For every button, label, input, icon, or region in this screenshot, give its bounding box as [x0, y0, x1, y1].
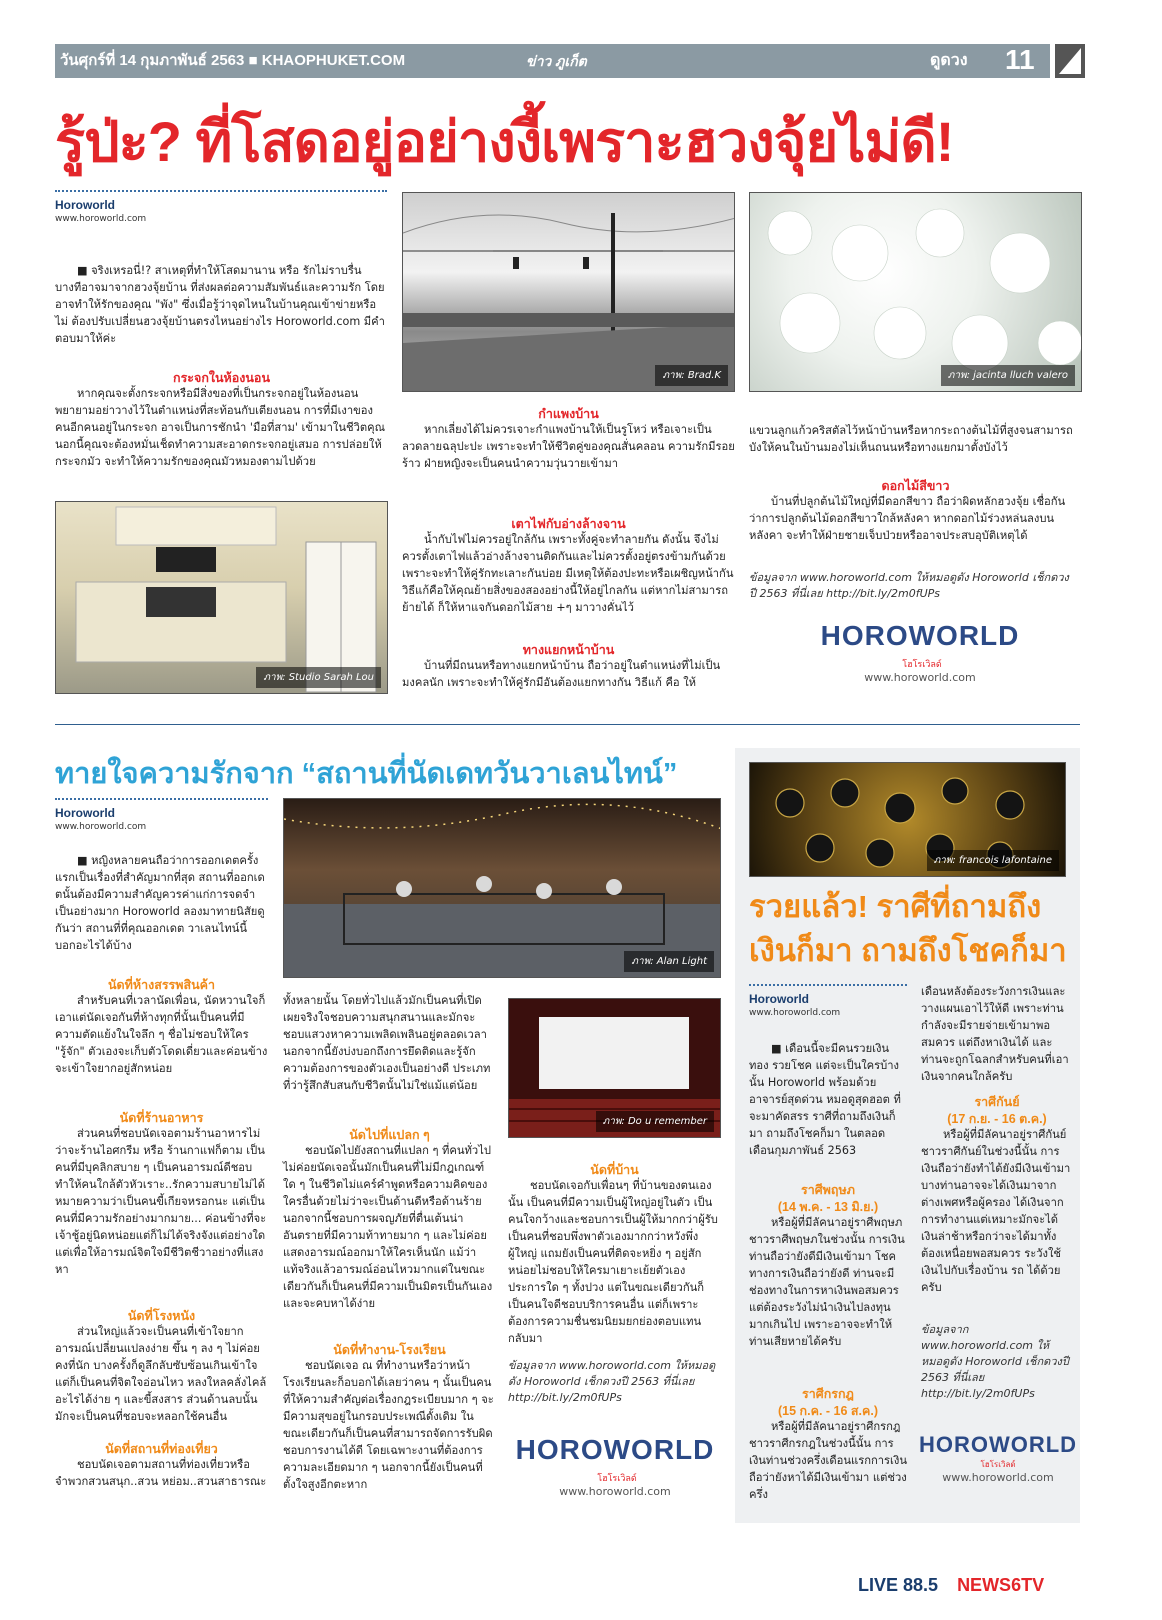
- photo-caption: ภาพ: Brad.K: [655, 365, 728, 386]
- footer-logo-news6tv: NEWS6TV: [957, 1575, 1045, 1595]
- article1-headline: รู้ป่ะ? ที่โสดอยู่อย่างงี้เพราะฮวงจุ้ยไม่ดี!: [55, 110, 954, 173]
- article3-taurus-range: (14 พ.ค. - 13 มิ.ย.): [777, 1200, 879, 1214]
- article1-mirror-body: หากคุณจะตั้งกระจกหรือมีสิ่งของที่เป็นกระจกอยู่ในห้องนอน พยายามอย่าวางไว้ในตำแหน่งที่สะท้อนกับเตียงนอน การที่มีเงาของคนอีกคนอยู่ในกระจก อาจเป็นการชักนำ 'มือที่สาม' เข้ามาในชีวิตคุณ นอกนี้คุณจะต้องหมั่นเช็ดทำความสะอาดกระจกอยู่เสมอ การปล่อยให้กระจกมัว จะทำให้ความรักของคุณมัวหมองตามไปด้วย: [55, 387, 386, 468]
- footer-logo-live: LIVE 88.5: [858, 1575, 939, 1595]
- article2-work-body: ชอบนัดเจอ ณ ที่ทำงานหรือว่าหน้าโรงเรียนละก็อบอกได้เลยว่าคน ๆ นั้นเป็นคนที่ให้ความสำคัญต่อเรื่องกฎระเบียบมาก ๆ จะมีความสุขอยู่ในกรอบประเพณีดั้งเดิม ในขณะเดียวกันก็เป็นคนที่สามารถจัดการรับผิดชอบการงานได้ดี โดยเฉพาะงานที่ต้องการความละเอียดมาก ๆ นอกจากนี้ยังเป็นคนที่ตั้งใจสูงอีกตะหาก: [283, 1359, 494, 1491]
- article2-sub-travel: นัดที่สถานที่ท่องเที่ยว: [105, 1442, 218, 1456]
- horoworld-logo: [820, 620, 1020, 684]
- article3-sub-taurus: ราศีพฤษภ: [801, 1183, 855, 1197]
- article2-sub-restaurant: นัดที่ร้านอาหาร: [119, 1111, 204, 1125]
- article3-headline-line1: รวยแล้ว! ราศีที่ถามถึง: [749, 889, 1042, 924]
- article2-travel-body: ชอบนัดเจอตามสถานที่ท่องเที่ยวหรือจำพวกสวนสนุก..สวน หย่อม..สวนสาธารณะ: [55, 1458, 267, 1488]
- article2-sub-strange: นัดไปที่แปลก ๆ: [349, 1128, 430, 1142]
- article1-sub-junction: ทางแยกหน้าบ้าน: [522, 643, 615, 657]
- article2-strange-body: ชอบนัดไปยังสถานที่แปลก ๆ ที่คนทั่วไปไม่ค่อยนัดเจอนั้นมักเป็นคนที่ไม่มีกฎเกณฑ์ใด ๆ ในชีวิตไม่แคร์คำพูดหรือความคิดของใครอื่นด้วยไม่ว่าจะเป็นด้านดีหรือด้านร้าย นอกจากนี้ชอบการผจญภัยที่ตื่นเต้นน่าอันตรายที่มีความท้าทายมาก ๆ และไม่ค่อยแสดงอารมณ์ออกมาให้ใครเห็นนัก แม้ว่าแท้จริงแล้วอารมณ์อ่อนไหวมากแต่ในขณะเดียวกันก็เป็นคนที่มีความเป็นมิตรเป็นกันเองและจะคบหาได้ง่าย: [283, 1144, 493, 1310]
- logo-url: www.horoworld.com: [864, 671, 976, 684]
- article2-travel-body-cont: ทั้งหลายนั้น โดยทั่วไปแล้วมักเป็นคนที่เปิดเผยจริงใจชอบความสนุกสนานและมักจะชอบแสวงหาความเพลิดเพลินอยู่ตลอดเวลา นอกจากนี้ยังบ่งบอกถึงการยึดติดและรู้จักความต้องการของตัวเองเป็นอย่างดี ประเภทที่ว่ารู้สึกสับสนกับชีวิตนั้นไม่ใช่แม้แต่น้อย: [283, 994, 491, 1092]
- photo-caption: ภาพ: jacinta lluch valero: [941, 365, 1075, 386]
- article2-cinema-body: ส่วนใหญ่แล้วจะเป็นคนที่เข้าใจยาก อารมณ์เปลี่ยนแปลงง่าย ขึ้น ๆ ลง ๆ ไม่ค่อยคงที่นัก บางครั้งก็ดูลึกลับซับซ้อนเกินเข้าใจ แต่ก็เป็นคนที่จิตใจอ่อนไหว หลงใหลคลั่งไคล้อะไรได้ง่าย ๆ และขี้สงสาร ส่วนด้านลบนั้นมักจะเป็นคนที่ชอบจะหลอกใช้คนอื่น: [55, 1325, 267, 1423]
- article1-white-flowers-body: บ้านที่ปลูกต้นไม้ใหญ่ที่มีดอกสีขาว ถือว่าผิดหลักฮวงจุ้ย เชื่อกันว่าการปลูกต้นไม้ดอกสีขาวใกล้หลังคา หากดอกไม้ร่วงหล่นลงบนหลังคา จะทำให้ฝ่ายชายเจ็บป่วยหรืออาจประสบอุบัติเหตุได้: [749, 495, 1066, 542]
- article3-cancer-range: (15 ก.ค. - 16 ส.ค.): [778, 1404, 878, 1418]
- article1-junction-body-cont: แขวนลูกแก้วคริสตัลไว้หน้าบ้านหรือหากระถางต้นไม้ที่สูงจนสามารถบังให้คนในบ้านมองไม่เห็นถนนหรือทางแยกมาตั้งบังไว้: [749, 424, 1073, 454]
- corner-arrow-icon: [1055, 44, 1085, 78]
- article2-intro: ■ หญิงหลายคนถือว่าการออกเดตครั้งแรกเป็นเรื่องที่สำคัญมากที่สุด สถานที่ออกเดตนั้นต้องมีความสำคัญควรค่าแก่การจดจำเป็นอย่างมาก Horoworld ลองมาทายนิสัยดูกันว่า สถานที่ที่คุณออกเดต วาเลนไทน์นี้ บอกอะไรได้บ้าง: [55, 854, 265, 952]
- article1-url: www.horoworld.com: [55, 214, 147, 224]
- article3-headline-line2: เงินก็มา ถามถึงโชคก็มา: [749, 933, 1067, 968]
- horoworld-logo: [515, 1434, 715, 1498]
- article2-restaurant-body: ส่วนคนที่ชอบนัดเจอตามร้านอาหารไม่ว่าจะร้านไอศกรีม หรือ ร้านกาแฟก็ตาม เป็นคนที่มีบุคลิกสบาย ๆ เป็นคนอารมณ์ดีชอบทำให้คนใกล้ตัวหัวเราะ..รักความสบายไม่ได้หมายความว่าเป็นคนขี้เกียจหรอกนะ แต่เป็นคนที่มีความรักอย่างมากมาย... ค่อนข้างที่จะเจ้าชู้อยู่นิดหน่อยแต่ก็ไม่ได้จริงจังแต่อย่างใดแต่เพื่อให้อารมณ์จิตใจมีชีวิตชีวาอย่างที่แสงหา: [55, 1127, 267, 1276]
- road-photo: [402, 192, 735, 392]
- logo-word: HOROWORLD: [515, 1434, 715, 1465]
- article3-virgo-body: หรือผู้ที่มีลัคนาอยู่ราศีกันย์ ชาวราศีกันย์ในช่วงนี้นั้น การเงินถือว่ายังทำได้ยังมีเงินเข้ามา บางท่านอาจจะได้เงินมาจากต่างเพศหรือผู้ครอง ได้เงินจากการทำงานแต่เหมาะมักจะได้เงินล่าช้าหรือกว่าจะได้มาทั้งต้องเหนื่อยพอสมควร ระวังใช้เงินไปกับเรื่องบ้าน รถ ได้ด้วยครับ: [921, 1128, 1071, 1294]
- cinema-photo: [508, 998, 721, 1138]
- article2-sub-work: นัดที่ทำงาน-โรงเรียน: [333, 1343, 446, 1357]
- logo-url: www.horoworld.com: [942, 1471, 1054, 1484]
- article3-url: www.horoworld.com: [749, 1008, 841, 1018]
- logo-thai: โฮโรเวิลด์: [980, 1460, 1016, 1469]
- horoworld-logo: [918, 1432, 1078, 1484]
- logo-thai: โฮโรเวิลด์: [597, 1474, 637, 1484]
- white-flowers-photo: [749, 192, 1082, 392]
- photo-caption: ภาพ: Do u remember: [596, 1111, 714, 1132]
- page-number: 11: [1005, 44, 1035, 75]
- article3-virgo-range: (17 ก.ย. - 16 ต.ค.): [947, 1112, 1047, 1126]
- divider: [55, 798, 268, 800]
- article2-home-body: ชอบนัดเจอกับเพื่อนๆ ที่บ้านของตนเองนั้น เป็นคนที่มีความเป็นผู้ใหญ่อยู่ในตัว เป็นคนใจกว้างและชอบการเป็นผู้ให้มากกว่าผู้รับ เป็นคนที่ชอบพึ่งพาตัวเองมากกว่าหวังพึ่งผู้ใหญ่ แถมยังเป็นคนที่ติดจะหยิ่ง ๆ อยู่สักหน่อยไม่ชอบให้ใครมาเยาะเย้ยตัวเองประการใด ๆ ทั้งปวง แต่ในขณะเดียวกันก็เป็นคนใจดีชอบบริการคนอื่น แต่ก็เพราะต้องการความชื่นชมนิยมยกย่องตอบแทนกลับมา: [508, 1179, 718, 1345]
- section-name: ดูดวง: [930, 52, 968, 69]
- footer-logos: [858, 1575, 1044, 1596]
- photo-caption: ภาพ: francois lafontaine: [927, 850, 1059, 871]
- article2-mall-body: สำหรับคนที่เวลานัดเพื่อน, นัดหวานใจก็เอาแต่นัดเจอกันที่ห้างทุกที่นั้นเป็นคนที่มีความตัดแย้งในใจลึก ๆ ชื่อไม่ชอบให้ใคร "รู้จัก" ตัวเองจะเก็บตัวโดดเดี่ยวและค่อนข้างจะเข้าใจยากอยู่สักหน่อย: [55, 994, 268, 1075]
- article1-stove-body: น้ำกับไฟไม่ควรอยู่ใกล้กัน เพราะทั้งคู่จะทำลายกัน ดังนั้น จึงไม่ควรตั้งเตาไฟแล้วอ่างล้างจานติดกันและไม่ควรตั้งอยู่ตรงข้ามกันด้วย เพราะจะทำให้คู่รักทะเลาะกันบ่อย มีเหตุให้ต้องปะทะหรือเผชิญหน้ากัน วิธีแก้คือให้คุณย้ายสิ่งของสองอย่างนี้ให้อยู่ไกลกัน แต่หากไม่สามารถย้ายได้ ก็ให้หาแจกันดอกไม้สาย +ๆ มาวางคั่นไว้: [402, 533, 734, 614]
- article1-sub-mirror: กระจกในห้องนอน: [173, 371, 270, 385]
- article3-credit: ข้อมูลจาก www.horoworld.com ให้หมอดูดัง Horoworld เช็กดวงปี 2563 ที่นี่เลย http://bit.ly/2m0fUPs: [921, 1323, 1069, 1400]
- cafe-photo: [283, 798, 721, 978]
- article1-sub-white-flowers: ดอกไม้สีขาว: [881, 479, 950, 493]
- article3-intro: ■ เดือนนี้จะมีคนรวยเงินทอง รวยโชค แต่จะเป็นใครบ้างนั้น Horoworld พร้อมด้วย อาจารย์สุดด่วน หมอดูสุดฮอต ที่จะมาคัดสรร ราศีที่ถามถึงเงินก็มา ถามถึงโชคก็มา ในตลอดเดือนกุมภาพันธ์ 2563: [749, 1042, 901, 1157]
- article2-sub-cinema: นัดที่โรงหนัง: [127, 1309, 196, 1323]
- article3-cancer-body-cont: เดือนหลังต้องระวังการเงินและวางแผนเอาไว้ให้ดี เพราะท่านกำลังจะมีรายจ่ายเข้ามาพอสมควร แต่ถึงหาเงินได้ และท่านจะถูกโฉลกสำหรับคนที่เอาเงินจากคนใกล้ครับ: [921, 985, 1069, 1083]
- article1-sub-wall: กำแพงบ้าน: [538, 407, 599, 421]
- article2-credit: ข้อมูลจาก www.horoworld.com ให้หมอดูดัง Horoworld เช็กดวงปี 2563 ที่นี่เลย http://bit.ly/2m0fUPs: [508, 1359, 716, 1404]
- header-date-site: วันศุกร์ที่ 14 กุมภาพันธ์ 2563 ■ KHAOPHUKET.COM: [60, 52, 406, 69]
- article1-credit: ข้อมูลจาก www.horoworld.com ให้หมอดูดัง Horoworld เช็กดวงปี 2563 ที่นี่เลย http://bit.ly/2m0fUPs: [749, 571, 1069, 600]
- article3-taurus-body: หรือผู้ที่มีลัคนาอยู่ราศีพฤษภ ชาวราศีพฤษภในช่วงนั้น การเงินท่านถือว่ายังดีมีเงินเข้ามา โชคทางการเงินถือว่ายังดี ท่านจะมีช่องทางในการหาเงินพอสมควร แต่ต้องระวังไม่นำเงินไปลงทุนมากเกินไป เพราะอาจจะทำให้ท่านเสียหายได้ครับ: [749, 1216, 905, 1348]
- divider: [55, 190, 387, 192]
- article1-junction-body: บ้านที่มีถนนหรือทางแยกหน้าบ้าน ถือว่าอยู่ในตำแหน่งที่ไม่เป็นมงคลนัก เพราะจะทำให้คู่รักมีอันต้องแยกทางกัน วิธีแก้ คือ ให้: [402, 659, 721, 689]
- article1-wall-body: หากเลี่ยงได้ไม่ควรเจาะกำแพงบ้านให้เป็นรูโหว่ หรือเจาะเป็นลวดลายฉลุปะปะ เพราะจะทำให้ชีวิตคู่ของคุณสั่นคลอน ความรักมีรอยร้าว ฝ่ายหญิงจะเป็นคนนำความวุ่นวายเข้ามา: [402, 423, 735, 470]
- article2-sub-home: นัดที่บ้าน: [590, 1163, 639, 1177]
- article2-url: www.horoworld.com: [55, 822, 147, 832]
- logo-thai: โฮโรเวิลด์: [902, 660, 942, 670]
- kitchen-photo: [55, 501, 388, 694]
- article3-sub-virgo: ราศีกันย์: [974, 1095, 1020, 1109]
- article2-sub-mall: นัดที่ห้างสรรพสินค้า: [107, 978, 216, 992]
- coins-photo: [749, 762, 1066, 877]
- article1-intro: ■ จริงเหรอนี่!? สาเหตุที่ทำให้โสดมานาน หรือ รักไม่ราบรื่น บางทีอาจมาจากฮวงจุ้ยบ้าน ที่ส่งผลต่อความสัมพันธ์และความรัก โดยอาจทำให้รักของคุณ "พัง" ซึ่งเมื่อรู้ว่าจุดไหนในบ้านคุณเข้าข่ายหรือไม่ ต้องปรับเปลี่ยนฮวงจุ้ยบ้านตรงไหนอย่างไร Horoworld.com มีคำตอบมาให้ค่ะ: [55, 264, 385, 345]
- article3-cancer-body: หรือผู้ที่มีลัคนาอยู่ราศีกรกฎ ชาวราศีกรกฎในช่วงนี้นั้น การเงินท่านช่วงครึ่งเดือนแรกการเงินถือว่ายังหาได้มีเงินเข้ามา แต่ช่วงครึ่ง: [749, 1420, 907, 1501]
- article2-source: Horoworld: [55, 806, 115, 820]
- article3-source: Horoworld: [749, 992, 809, 1006]
- logo-word: HOROWORLD: [918, 1432, 1078, 1457]
- divider: [749, 984, 907, 986]
- logo-url: www.horoworld.com: [559, 1485, 671, 1498]
- article3-sub-cancer: ราศีกรกฎ: [802, 1387, 854, 1401]
- paper-name: ข่าว ภูเก็ต: [526, 53, 587, 69]
- photo-caption: ภาพ: Studio Sarah Lou: [256, 667, 381, 688]
- photo-caption: ภาพ: Alan Light: [624, 951, 714, 972]
- logo-word: HOROWORLD: [820, 620, 1020, 651]
- article1-sub-stove: เตาไฟกับอ่างล้างจาน: [511, 517, 626, 531]
- article1-source: Horoworld: [55, 198, 115, 212]
- article2-headline: ทายใจความรักจาก “สถานที่นัดเดทวันวาเลนไทน์”: [55, 758, 678, 790]
- section-divider: [55, 724, 1080, 725]
